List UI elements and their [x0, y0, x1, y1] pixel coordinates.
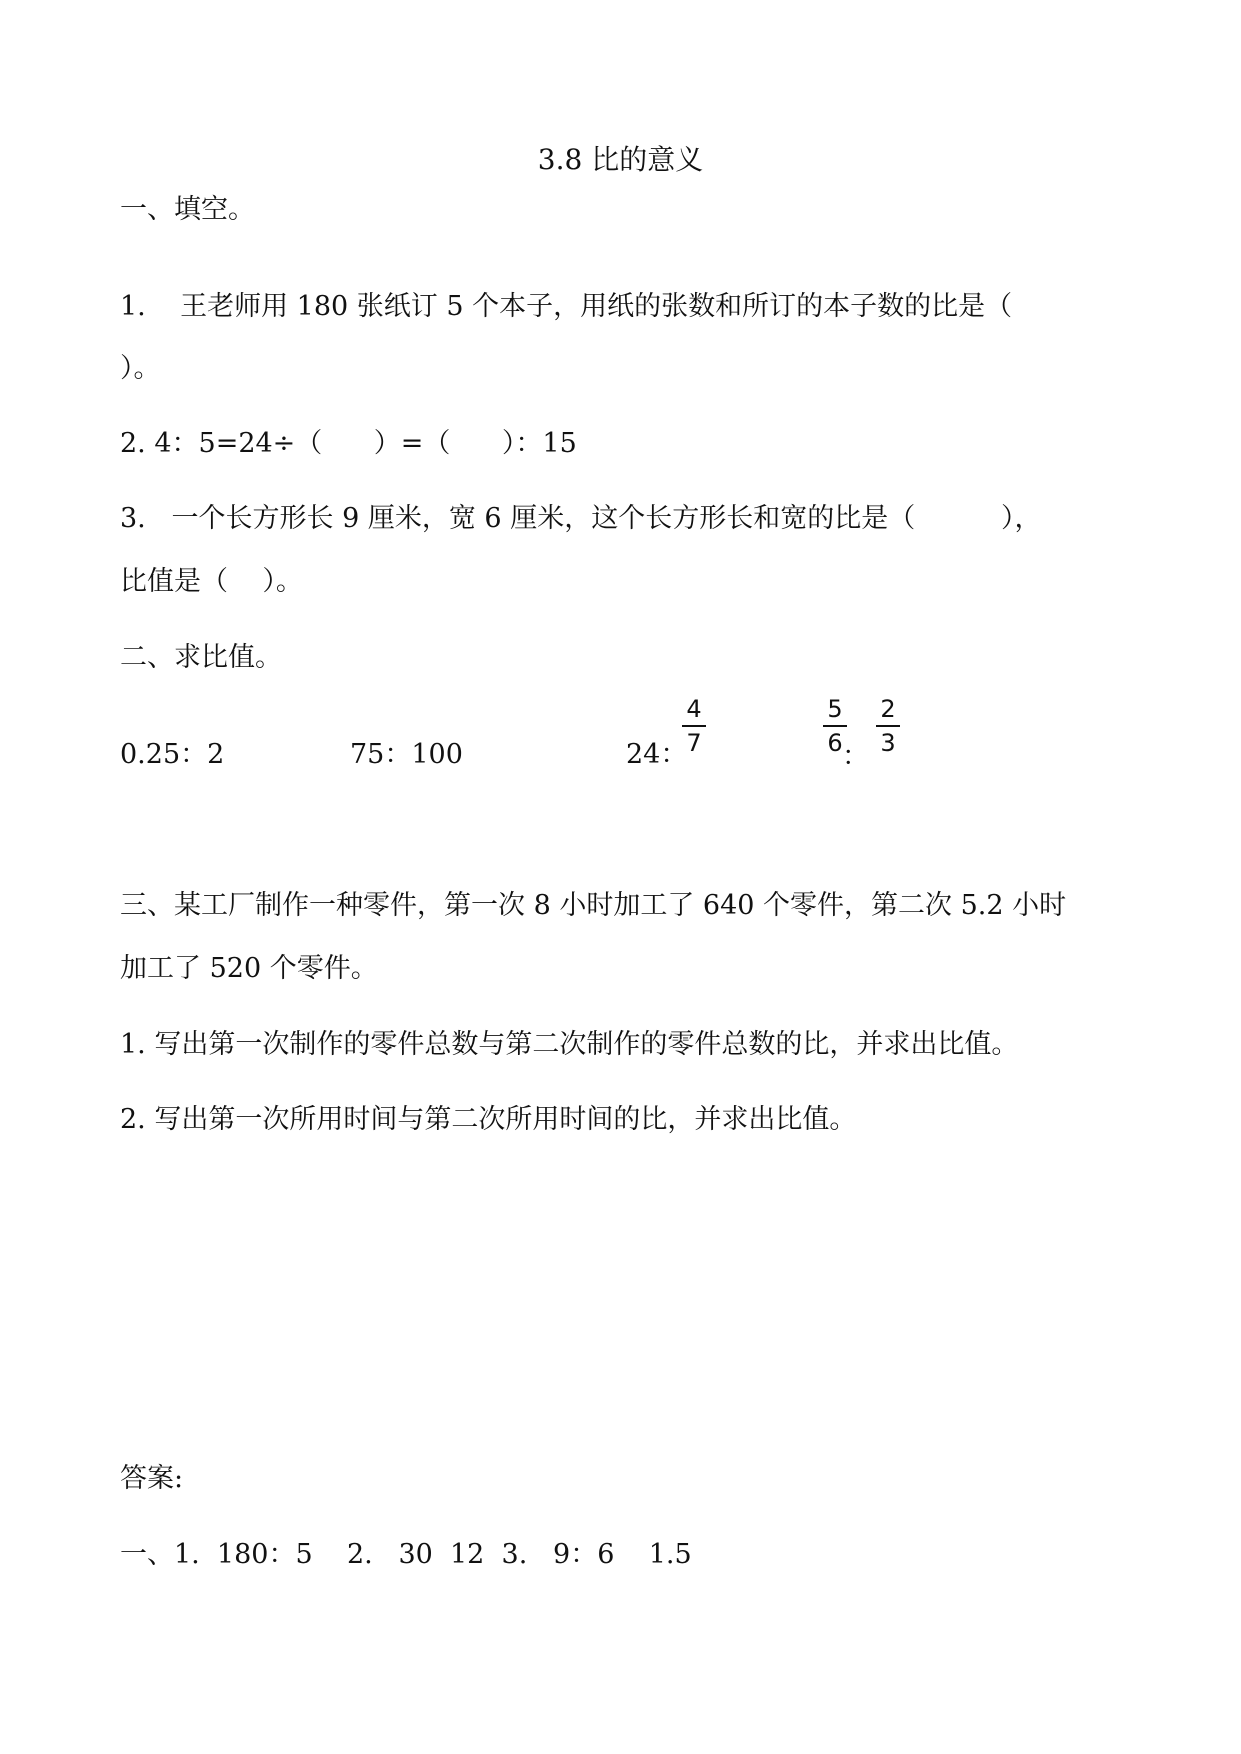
fraction-numerator: 5	[827, 695, 843, 723]
answers-heading: 答案:	[120, 1463, 184, 1494]
fraction-denominator: 3	[880, 729, 896, 757]
ratio-item-1: 0.25：2	[120, 739, 225, 770]
section-3-line-1: 三、某工厂制作一种零件，第一次 8 小时加工了 640 个零件，第二次 5.2 小时	[120, 890, 1067, 921]
fraction-denominator: 7	[686, 729, 702, 757]
page-title: 3.8 比的意义	[537, 143, 704, 176]
fraction-2-3	[874, 694, 902, 758]
answers-line-1: 一、1. 180：5 2. 30 12 3. 9：6 1.5	[120, 1539, 692, 1570]
question-3-line-2: 比值是（ ）。	[120, 566, 303, 597]
fraction-denominator: 6	[827, 729, 843, 757]
ratio-colon: ：	[842, 741, 869, 772]
fraction-bar	[682, 725, 706, 727]
fraction-4-7	[680, 694, 708, 758]
question-3-line-1: 3. 一个长方形长 9 厘米，宽 6 厘米，这个长方形长和宽的比是（ ），	[120, 503, 1042, 534]
fraction-numerator: 2	[880, 695, 896, 723]
question-1-line-2: ）。	[120, 353, 161, 384]
question-1-line-1: 1. 王老师用 180 张纸订 5 个本子，用纸的张数和所订的本子数的比是（	[120, 291, 1013, 322]
section-3-question-1: 1. 写出第一次制作的零件总数与第二次制作的零件总数的比，并求出比值。	[120, 1029, 1019, 1060]
section-2-heading: 二、求比值。	[120, 642, 282, 673]
ratio-item-3-prefix: 24：	[626, 739, 688, 770]
fraction-bar	[876, 725, 900, 727]
fraction-bar	[823, 725, 847, 727]
ratio-item-2: 75：100	[350, 739, 463, 770]
fraction-numerator: 4	[686, 695, 702, 723]
section-1-heading: 一、填空。	[120, 194, 255, 225]
question-2: 2. 4：5=24÷（ ）=（ ）：15	[120, 428, 577, 459]
section-3-question-2: 2. 写出第一次所用时间与第二次所用时间的比，并求出比值。	[120, 1104, 857, 1135]
section-3-line-2: 加工了 520 个零件。	[120, 953, 378, 984]
